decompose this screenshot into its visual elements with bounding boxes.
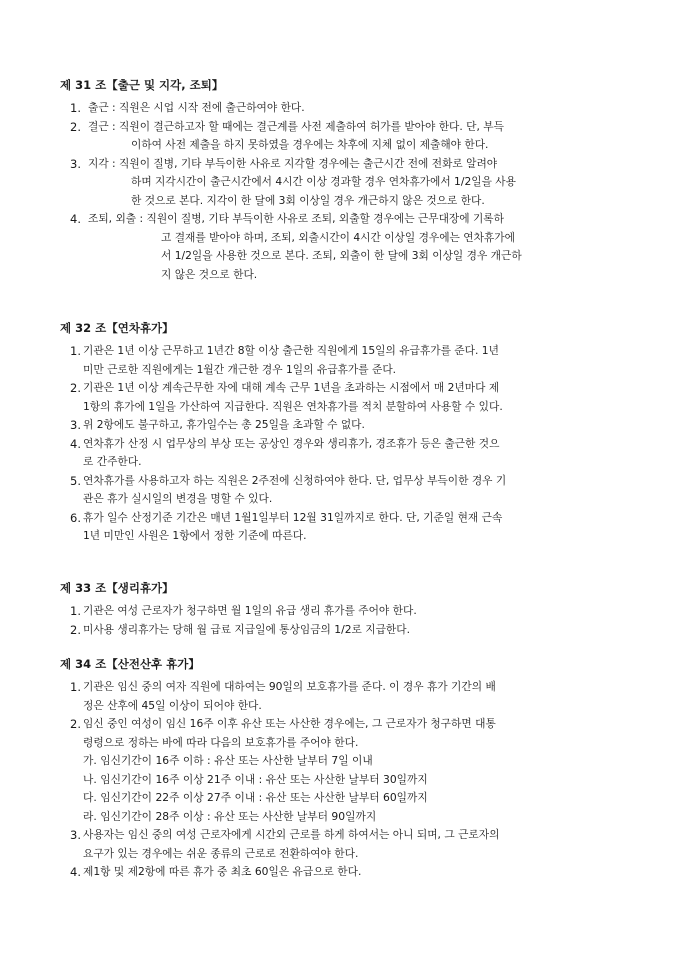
item-text: 서 1/2일을 사용한 것으로 본다. 조퇴, 외출이 한 달에 3회 이상일 경우 개근하 — [161, 249, 522, 262]
sub-item: 가. 임신기간이 16주 이하 : 유산 또는 사산한 날부터 7일 이내 — [83, 754, 373, 767]
item-text: 연차휴가를 사용하고자 하는 직원은 2주전에 신청하여야 한다. 단, 업무상 부득이한 경우 기 — [83, 473, 507, 487]
item-text: 직원은 시업 시작 전에 출근하여야 한다. — [119, 101, 305, 114]
article-item — [60, 826, 655, 863]
item-text: 1항의 휴가에 1일을 가산하여 지급한다. 직원은 연차휴가를 적치 분할하여 사용할 수 있다. — [83, 399, 503, 413]
item-number: 1. — [70, 101, 81, 115]
item-number: 6. — [70, 510, 81, 525]
item-text: 로 간주한다. — [83, 455, 142, 468]
item-text: 직원이 질병, 기타 부득이한 사유로 지각할 경우에는 출근시간 전에 전화로 알려야 — [119, 156, 498, 170]
item-text: 기관은 1년 이상 근무하고 1년간 8할 이상 출근한 직원에게 15일의 유급휴가를 준다. 1년 — [83, 344, 499, 357]
article-32 — [60, 320, 655, 546]
sub-item: 라. 임신기간이 28주 이상 : 유산 또는 사산한 날부터 90일까지 — [83, 809, 377, 823]
item-number: 1. — [70, 604, 81, 618]
item-text: 기관은 1년 이상 계속근무한 자에 대해 계속 근무 1년을 초과하는 시점에서 매 2년마다 제 — [83, 381, 500, 394]
item-number: 2. — [70, 622, 81, 637]
article-item — [60, 342, 655, 379]
article-34 — [60, 656, 655, 882]
article-title: 제 31 조【출근 및 지각, 조퇴】 — [60, 78, 224, 92]
article-item — [60, 602, 655, 621]
item-text: 위 2항에도 불구하고, 휴가일수는 총 25일을 초과할 수 없다. — [83, 418, 365, 431]
article-item — [60, 99, 655, 118]
article-item — [60, 435, 655, 472]
item-number: 4. — [70, 436, 81, 451]
item-text: 하며 지각시간이 출근시간에서 4시간 이상 경과할 경우 연차휴가에서 1/2일을 사용 — [131, 175, 516, 188]
item-line — [88, 118, 655, 137]
item-text: 미만 근로한 직원에게는 1월간 개근한 경우 1일의 유급휴가를 준다. — [83, 362, 397, 376]
item-number: 3. — [70, 156, 81, 171]
item-line — [88, 99, 655, 118]
item-number: 3. — [70, 828, 81, 842]
article-item — [60, 509, 655, 546]
item-number: 4. — [70, 212, 81, 226]
item-text: 직원이 질병, 기타 부득이한 사유로 조퇴, 외출할 경우에는 근무대장에 기록하 — [146, 212, 504, 225]
item-number: 1. — [70, 344, 81, 358]
article-31 — [60, 77, 655, 284]
item-text: 요구가 있는 경우에는 쉬운 종류의 근로로 전환하여야 한다. — [83, 846, 359, 860]
item-text: 사용자는 임신 중의 여성 근로자에게 시간외 근로를 하게 하여서는 아니 되며, 그 근로자의 — [83, 828, 500, 841]
article-item — [60, 118, 655, 155]
item-text: 령령으로 정하는 바에 따라 다음의 보호휴가를 주어야 한다. — [83, 735, 359, 749]
item-text: 미사용 생리휴가는 당해 월 급료 지급일에 통상임금의 1/2로 지급한다. — [83, 622, 411, 636]
item-heading: 조퇴, 외출 : — [88, 212, 147, 225]
item-text: 정은 산후에 45일 이상이 되어야 한다. — [83, 698, 262, 712]
item-text: 한 것으로 본다. 지각이 한 달에 3회 이상일 경우 개근하지 않은 것으로 한다. — [131, 193, 485, 207]
item-number: 2. — [70, 717, 81, 731]
item-heading: 출근 : — [88, 101, 120, 114]
sub-item: 다. 임신기간이 22주 이상 27주 이내 : 유산 또는 사산한 날부터 60일까지 — [83, 791, 428, 804]
article-item — [60, 472, 655, 509]
item-text: 휴가 일수 산정기준 기간은 매년 1월1일부터 12월 31일까지로 한다. 단, 기준일 현재 근속 — [83, 510, 503, 524]
item-number: 3. — [70, 418, 81, 432]
article-item — [60, 210, 655, 284]
article-item — [60, 678, 655, 715]
article-item — [60, 621, 655, 640]
item-text: 지 않은 것으로 한다. — [161, 267, 258, 281]
article-item — [60, 715, 655, 752]
item-text: 제1항 및 제2항에 따른 휴가 중 최초 60일은 유급으로 한다. — [83, 865, 362, 878]
article-item — [60, 416, 655, 435]
article-item — [60, 155, 655, 211]
article-33 — [60, 580, 655, 639]
item-heading: 결근 : — [88, 119, 120, 133]
item-number: 2. — [70, 119, 81, 134]
item-text: 관은 휴가 실시일의 변경을 명할 수 있다. — [83, 492, 273, 505]
sub-item: 나. 임신기간이 16주 이상 21주 이내 : 유산 또는 사산한 날부터 30일까지 — [83, 772, 428, 786]
article-title: 제 33 조【생리휴가】 — [60, 581, 174, 595]
article-title: 제 34 조【산전산후 휴가】 — [60, 657, 200, 671]
item-line — [88, 155, 655, 174]
item-text: 기관은 여성 근로자가 청구하면 월 1일의 유급 생리 휴가를 주어야 한다. — [83, 604, 417, 617]
item-line — [88, 210, 655, 229]
item-number: 1. — [70, 680, 81, 694]
item-text: 임신 중인 여성이 임신 16주 이후 유산 또는 사산한 경우에는, 그 근로자가 청구하면 대통 — [83, 717, 496, 730]
item-text: 기관은 임신 중의 여자 직원에 대하여는 90일의 보호휴가를 준다. 이 경우 휴가 기간의 배 — [83, 680, 496, 693]
item-heading: 지각 : — [88, 156, 120, 170]
article-item — [60, 863, 655, 882]
item-number: 5. — [70, 473, 81, 488]
item-text: 고 결재를 받아야 하며, 조퇴, 외출시간이 4시간 이상일 경우에는 연차휴가에 — [161, 230, 515, 244]
item-number: 4. — [70, 865, 81, 879]
item-text: 직원이 결근하고자 할 때에는 결근계를 사전 제출하여 허가를 받아야 한다. 단, 부득 — [119, 119, 504, 133]
article-title: 제 32 조【연차휴가】 — [60, 321, 174, 335]
item-text: 1년 미만인 사원은 1항에서 정한 기준에 따른다. — [83, 529, 307, 542]
article-item — [60, 379, 655, 416]
item-text: 연차휴가 산정 시 업무상의 부상 또는 공상인 경우와 생리휴가, 경조휴가 등은 출근한 것으 — [83, 436, 500, 450]
item-text: 이하여 사전 제출을 하지 못하였을 경우에는 차후에 지체 없이 제출해야 한다. — [131, 138, 489, 151]
item-number: 2. — [70, 381, 81, 395]
